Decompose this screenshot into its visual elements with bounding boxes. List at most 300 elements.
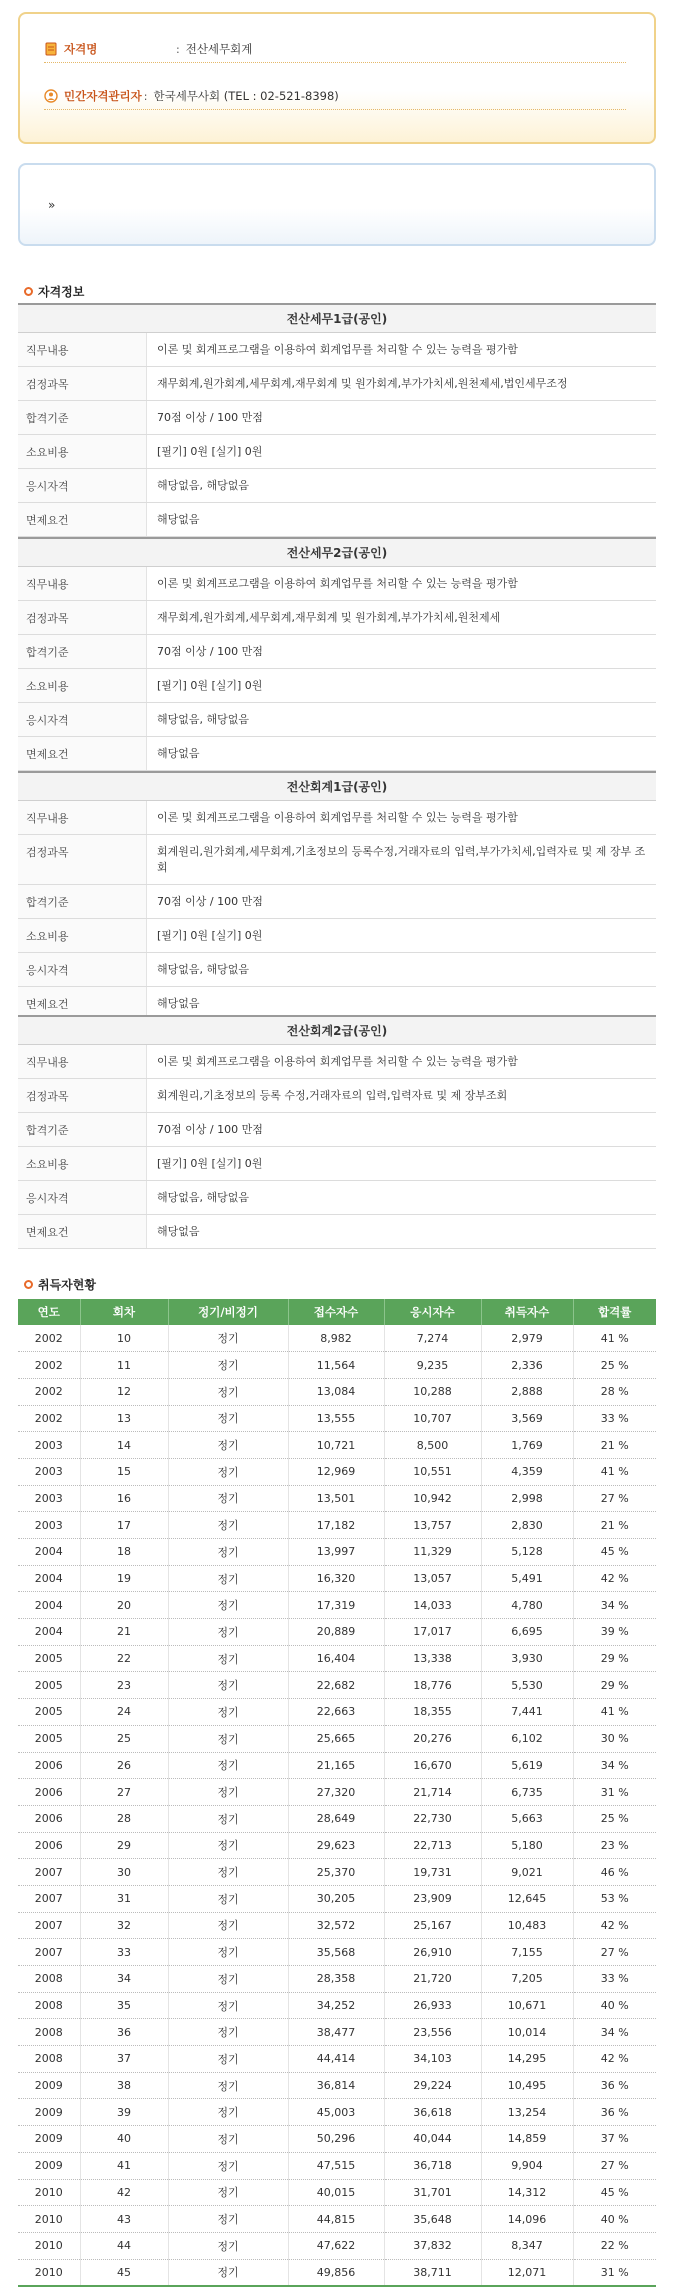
- table-cell: 10,551: [384, 1458, 481, 1485]
- table-cell: 2009: [18, 2126, 80, 2153]
- table-cell: 2003: [18, 1458, 80, 1485]
- row-label: 합격기준: [18, 1113, 146, 1146]
- table-cell: 13,555: [288, 1405, 384, 1432]
- table-cell: 5,530: [481, 1672, 573, 1699]
- table-cell: 정기: [168, 1458, 288, 1485]
- table-row: [18, 1779, 656, 1806]
- table-cell: 2009: [18, 2099, 80, 2126]
- row-label: 응시자격: [18, 703, 146, 736]
- row-value: 해당없음, 해당없음: [146, 1181, 656, 1214]
- table-cell: 13,757: [384, 1512, 481, 1539]
- table-cell: 2008: [18, 1966, 80, 1993]
- table-cell: 14,295: [481, 2046, 573, 2073]
- row-value: 해당없음: [146, 503, 656, 536]
- qualification-row: [18, 333, 656, 367]
- qualification-row: [18, 703, 656, 737]
- table-cell: 5,128: [481, 1539, 573, 1566]
- table-cell: 11,564: [288, 1352, 384, 1379]
- table-cell: 34 %: [573, 2019, 656, 2046]
- qualification-section-title: 자격정보: [24, 283, 84, 300]
- qualification-row: [18, 885, 656, 919]
- table-cell: 36 %: [573, 2072, 656, 2099]
- table-cell: 45 %: [573, 2179, 656, 2206]
- table-cell: 36: [80, 2019, 168, 2046]
- table-cell: 6,102: [481, 1725, 573, 1752]
- stats-section-title: 취득자현황: [24, 1276, 96, 1293]
- table-cell: 정기: [168, 1485, 288, 1512]
- qualification-row: [18, 1215, 656, 1249]
- table-cell: 2009: [18, 2152, 80, 2179]
- table-cell: 33: [80, 1939, 168, 1966]
- manager-label: 민간자격관리자: [64, 89, 142, 103]
- table-cell: 26,933: [384, 1992, 481, 2019]
- table-cell: 9,904: [481, 2152, 573, 2179]
- table-cell: 28 %: [573, 1378, 656, 1405]
- table-cell: 45,003: [288, 2099, 384, 2126]
- row-label: 소요비용: [18, 1147, 146, 1180]
- table-cell: 53 %: [573, 1885, 656, 1912]
- table-cell: 39: [80, 2099, 168, 2126]
- table-row: [18, 1805, 656, 1832]
- table-cell: 27 %: [573, 1485, 656, 1512]
- qualification-title: 전산세무1급(공인): [18, 305, 656, 333]
- qualification-row: [18, 953, 656, 987]
- table-cell: 21: [80, 1619, 168, 1646]
- table-row: [18, 1432, 656, 1459]
- table-cell: 33 %: [573, 1966, 656, 1993]
- table-cell: 2,336: [481, 1352, 573, 1379]
- table-cell: 28,358: [288, 1966, 384, 1993]
- table-cell: 39 %: [573, 1619, 656, 1646]
- table-cell: 2003: [18, 1512, 80, 1539]
- table-cell: 37 %: [573, 2126, 656, 2153]
- table-cell: 22,730: [384, 1805, 481, 1832]
- qualification-row: [18, 1045, 656, 1079]
- table-cell: 50,296: [288, 2126, 384, 2153]
- table-cell: 27: [80, 1779, 168, 1806]
- table-cell: 정기: [168, 1512, 288, 1539]
- table-cell: 정기: [168, 1405, 288, 1432]
- row-label: 응시자격: [18, 953, 146, 986]
- table-cell: 18: [80, 1539, 168, 1566]
- table-row: [18, 2232, 656, 2259]
- table-cell: 34,103: [384, 2046, 481, 2073]
- table-cell: 47,622: [288, 2232, 384, 2259]
- table-cell: 41 %: [573, 1699, 656, 1726]
- table-cell: 4,359: [481, 1458, 573, 1485]
- table-row: [18, 1352, 656, 1379]
- table-row: [18, 2046, 656, 2073]
- row-label: 소요비용: [18, 919, 146, 952]
- table-cell: 36 %: [573, 2099, 656, 2126]
- column-header: 정기/비정기: [168, 1299, 288, 1325]
- table-cell: 10: [80, 1325, 168, 1352]
- row-label: 면제요건: [18, 503, 146, 536]
- table-cell: 42 %: [573, 2046, 656, 2073]
- table-cell: 2,888: [481, 1378, 573, 1405]
- table-cell: 34: [80, 1966, 168, 1993]
- table-cell: 30: [80, 1859, 168, 1886]
- row-value: 70점 이상 / 100 만점: [146, 401, 656, 434]
- row-value: 회계원리,기초정보의 등록 수정,거래자료의 입력,입력자료 및 제 장부조회: [146, 1079, 656, 1112]
- table-cell: 23: [80, 1672, 168, 1699]
- table-cell: 24: [80, 1699, 168, 1726]
- qualification-table: [18, 303, 656, 537]
- table-row: [18, 2152, 656, 2179]
- table-row: [18, 1592, 656, 1619]
- table-cell: 36,814: [288, 2072, 384, 2099]
- qualification-row: [18, 635, 656, 669]
- table-cell: 35,648: [384, 2206, 481, 2233]
- table-cell: 8,347: [481, 2232, 573, 2259]
- row-value: [필기] 0원 [실기] 0원: [146, 1147, 656, 1180]
- row-label: 검정과목: [18, 1079, 146, 1112]
- table-cell: 1,769: [481, 1432, 573, 1459]
- table-cell: 27 %: [573, 1939, 656, 1966]
- table-cell: 40,044: [384, 2126, 481, 2153]
- row-value: 해당없음, 해당없음: [146, 469, 656, 502]
- table-cell: 2006: [18, 1805, 80, 1832]
- table-cell: 10,495: [481, 2072, 573, 2099]
- table-cell: 36,718: [384, 2152, 481, 2179]
- table-cell: 정기: [168, 1699, 288, 1726]
- table-cell: 정기: [168, 1539, 288, 1566]
- table-cell: 정기: [168, 1912, 288, 1939]
- table-cell: 10,671: [481, 1992, 573, 2019]
- table-row: [18, 1378, 656, 1405]
- table-cell: 38,477: [288, 2019, 384, 2046]
- table-cell: 16,404: [288, 1645, 384, 1672]
- table-cell: 10,721: [288, 1432, 384, 1459]
- table-cell: 정기: [168, 1592, 288, 1619]
- table-cell: 12,969: [288, 1458, 384, 1485]
- table-cell: 정기: [168, 1992, 288, 2019]
- table-cell: 17: [80, 1512, 168, 1539]
- table-cell: 21,165: [288, 1752, 384, 1779]
- divider: [44, 62, 626, 63]
- table-cell: 2007: [18, 1939, 80, 1966]
- table-cell: 34 %: [573, 1592, 656, 1619]
- column-header: 접수자수: [288, 1299, 384, 1325]
- qualification-row: [18, 1147, 656, 1181]
- table-cell: 23,909: [384, 1885, 481, 1912]
- row-label: 직무내용: [18, 1045, 146, 1078]
- row-value: 70점 이상 / 100 만점: [146, 635, 656, 668]
- table-cell: 정기: [168, 2126, 288, 2153]
- table-cell: 44,414: [288, 2046, 384, 2073]
- table-cell: 49,856: [288, 2259, 384, 2286]
- table-cell: 35,568: [288, 1939, 384, 1966]
- table-cell: 정기: [168, 2179, 288, 2206]
- row-value: 해당없음, 해당없음: [146, 703, 656, 736]
- row-label: 소요비용: [18, 435, 146, 468]
- row-value: 이론 및 회계프로그램을 이용하여 회계업무를 처리할 수 있는 능력을 평가함: [146, 1045, 656, 1078]
- person-icon: [44, 89, 58, 103]
- bullet-icon: [24, 1280, 33, 1289]
- table-cell: 20,276: [384, 1725, 481, 1752]
- table-cell: 23,556: [384, 2019, 481, 2046]
- table-cell: 25 %: [573, 1352, 656, 1379]
- table-cell: 12: [80, 1378, 168, 1405]
- divider: [44, 109, 626, 110]
- table-cell: 41 %: [573, 1325, 656, 1352]
- table-row: [18, 1699, 656, 1726]
- row-label: 응시자격: [18, 469, 146, 502]
- table-cell: 41: [80, 2152, 168, 2179]
- table-cell: 21 %: [573, 1432, 656, 1459]
- table-cell: 29: [80, 1832, 168, 1859]
- qualification-row: [18, 469, 656, 503]
- table-row: [18, 2019, 656, 2046]
- table-cell: 정기: [168, 2046, 288, 2073]
- table-cell: 정기: [168, 1565, 288, 1592]
- table-row: [18, 2126, 656, 2153]
- table-cell: 20,889: [288, 1619, 384, 1646]
- table-row: [18, 1912, 656, 1939]
- table-cell: 27,320: [288, 1779, 384, 1806]
- column-header: 연도: [18, 1299, 80, 1325]
- table-cell: 33 %: [573, 1405, 656, 1432]
- table-cell: 정기: [168, 1325, 288, 1352]
- row-value: 이론 및 회계프로그램을 이용하여 회계업무를 처리할 수 있는 능력을 평가함: [146, 801, 656, 834]
- table-cell: 정기: [168, 1885, 288, 1912]
- qualification-row: [18, 737, 656, 771]
- table-cell: 2002: [18, 1405, 80, 1432]
- column-header: 응시자수: [384, 1299, 481, 1325]
- table-cell: 13,338: [384, 1645, 481, 1672]
- table-cell: 2005: [18, 1645, 80, 1672]
- table-row: [18, 1832, 656, 1859]
- table-cell: 13,254: [481, 2099, 573, 2126]
- qualification-table: [18, 537, 656, 771]
- row-label: 합격기준: [18, 635, 146, 668]
- row-label: 면제요건: [18, 737, 146, 770]
- notice-box: [18, 163, 656, 246]
- row-value: 이론 및 회계프로그램을 이용하여 회계업무를 처리할 수 있는 능력을 평가함: [146, 333, 656, 366]
- table-row: [18, 2099, 656, 2126]
- table-cell: 36,618: [384, 2099, 481, 2126]
- table-cell: 7,274: [384, 1325, 481, 1352]
- table-cell: 17,182: [288, 1512, 384, 1539]
- qualification-title: 전산세무2급(공인): [18, 539, 656, 567]
- table-cell: 2010: [18, 2206, 80, 2233]
- row-value: [필기] 0원 [실기] 0원: [146, 669, 656, 702]
- table-cell: 2002: [18, 1352, 80, 1379]
- table-row: [18, 1619, 656, 1646]
- table-cell: 22 %: [573, 2232, 656, 2259]
- table-cell: 2004: [18, 1565, 80, 1592]
- qualification-row: [18, 567, 656, 601]
- table-cell: 23 %: [573, 1832, 656, 1859]
- table-cell: 2005: [18, 1672, 80, 1699]
- table-cell: 2009: [18, 2072, 80, 2099]
- table-row: [18, 1405, 656, 1432]
- table-cell: 44,815: [288, 2206, 384, 2233]
- table-cell: 5,180: [481, 1832, 573, 1859]
- row-value: 재무회계,원가회계,세무회계,재무회계 및 원가회계,부가가치세,원천제세,법인세무조정: [146, 367, 656, 400]
- table-cell: 17,319: [288, 1592, 384, 1619]
- table-cell: 5,619: [481, 1752, 573, 1779]
- row-value: 재무회계,원가회계,세무회계,재무회계 및 원가회계,부가가치세,원천제세: [146, 601, 656, 634]
- table-cell: 7,441: [481, 1699, 573, 1726]
- table-cell: 22: [80, 1645, 168, 1672]
- table-cell: 정기: [168, 1752, 288, 1779]
- table-cell: 13,997: [288, 1539, 384, 1566]
- table-cell: 37,832: [384, 2232, 481, 2259]
- row-label: 검정과목: [18, 367, 146, 400]
- table-cell: 29,224: [384, 2072, 481, 2099]
- bullet-icon: [24, 287, 33, 296]
- qualification-summary-box: [18, 12, 656, 144]
- table-cell: 15: [80, 1458, 168, 1485]
- row-label: 면제요건: [18, 987, 146, 1020]
- table-cell: 31 %: [573, 2259, 656, 2286]
- qualification-row: [18, 669, 656, 703]
- table-cell: 정기: [168, 1966, 288, 1993]
- table-row: [18, 1512, 656, 1539]
- qualification-row: [18, 435, 656, 469]
- table-cell: 13,501: [288, 1485, 384, 1512]
- table-row: [18, 1458, 656, 1485]
- table-cell: 25,370: [288, 1859, 384, 1886]
- table-cell: 2,979: [481, 1325, 573, 1352]
- table-row: [18, 2259, 656, 2286]
- table-cell: 31,701: [384, 2179, 481, 2206]
- table-cell: 29,623: [288, 1832, 384, 1859]
- table-cell: 14,312: [481, 2179, 573, 2206]
- table-cell: 2010: [18, 2232, 80, 2259]
- table-cell: 정기: [168, 1672, 288, 1699]
- table-row: [18, 1725, 656, 1752]
- table-cell: 2008: [18, 2046, 80, 2073]
- table-cell: 25,665: [288, 1725, 384, 1752]
- table-cell: 40,015: [288, 2179, 384, 2206]
- table-row: [18, 2206, 656, 2233]
- table-cell: 7,205: [481, 1966, 573, 1993]
- row-value: 해당없음: [146, 737, 656, 770]
- qualification-table: [18, 1015, 656, 1249]
- table-cell: 10,942: [384, 1485, 481, 1512]
- table-cell: 3,569: [481, 1405, 573, 1432]
- table-cell: 정기: [168, 1779, 288, 1806]
- table-cell: 34,252: [288, 1992, 384, 2019]
- table-cell: 정기: [168, 2099, 288, 2126]
- table-cell: 5,663: [481, 1805, 573, 1832]
- table-cell: 25,167: [384, 1912, 481, 1939]
- table-cell: 11,329: [384, 1539, 481, 1566]
- table-cell: 31: [80, 1885, 168, 1912]
- table-cell: 32,572: [288, 1912, 384, 1939]
- table-cell: 2005: [18, 1725, 80, 1752]
- table-cell: 46 %: [573, 1859, 656, 1886]
- row-value: 70점 이상 / 100 만점: [146, 885, 656, 918]
- table-cell: 2,998: [481, 1485, 573, 1512]
- table-row: [18, 1565, 656, 1592]
- table-cell: 13,084: [288, 1378, 384, 1405]
- table-cell: 42 %: [573, 1912, 656, 1939]
- qualification-title: 전산회계1급(공인): [18, 773, 656, 801]
- row-label: 합격기준: [18, 401, 146, 434]
- qualification-name-value: 전산세무회계: [185, 42, 253, 56]
- table-cell: 45 %: [573, 1539, 656, 1566]
- table-cell: 2010: [18, 2259, 80, 2286]
- table-cell: 14: [80, 1432, 168, 1459]
- table-cell: 21 %: [573, 1512, 656, 1539]
- table-cell: 14,859: [481, 2126, 573, 2153]
- table-cell: 12,071: [481, 2259, 573, 2286]
- table-cell: 40 %: [573, 1992, 656, 2019]
- manager-value: 한국세무사회 (TEL : 02-521-8398): [153, 89, 339, 103]
- table-cell: 6,695: [481, 1619, 573, 1646]
- table-cell: 6,735: [481, 1779, 573, 1806]
- stats-header-row: [18, 1299, 656, 1325]
- row-value: 70점 이상 / 100 만점: [146, 1113, 656, 1146]
- table-cell: 4,780: [481, 1592, 573, 1619]
- double-arrow-icon: »: [48, 198, 56, 212]
- table-cell: 21,714: [384, 1779, 481, 1806]
- table-cell: 8,982: [288, 1325, 384, 1352]
- table-cell: 47,515: [288, 2152, 384, 2179]
- table-row: [18, 1485, 656, 1512]
- table-cell: 정기: [168, 1939, 288, 1966]
- table-cell: 2003: [18, 1485, 80, 1512]
- table-cell: 27 %: [573, 2152, 656, 2179]
- qualification-row: [18, 401, 656, 435]
- qualification-name-label: 자격명: [64, 42, 98, 56]
- table-cell: 2010: [18, 2179, 80, 2206]
- row-label: 검정과목: [18, 835, 146, 884]
- table-cell: 2005: [18, 1699, 80, 1726]
- document-icon: [44, 42, 58, 56]
- table-cell: 2006: [18, 1779, 80, 1806]
- table-cell: 2007: [18, 1859, 80, 1886]
- table-cell: 12,645: [481, 1885, 573, 1912]
- table-cell: 34 %: [573, 1752, 656, 1779]
- table-cell: 19: [80, 1565, 168, 1592]
- table-cell: 정기: [168, 2152, 288, 2179]
- table-cell: 38: [80, 2072, 168, 2099]
- table-cell: 20: [80, 1592, 168, 1619]
- table-cell: 3,930: [481, 1645, 573, 1672]
- table-cell: 2002: [18, 1378, 80, 1405]
- table-cell: 정기: [168, 2232, 288, 2259]
- qualification-row: [18, 601, 656, 635]
- table-cell: 정기: [168, 1378, 288, 1405]
- table-cell: 7,155: [481, 1939, 573, 1966]
- table-row: [18, 2072, 656, 2099]
- table-cell: 21,720: [384, 1966, 481, 1993]
- table-cell: 정기: [168, 1859, 288, 1886]
- table-cell: 2006: [18, 1752, 80, 1779]
- qualification-table: [18, 771, 656, 1021]
- table-cell: 16: [80, 1485, 168, 1512]
- table-cell: 8,500: [384, 1432, 481, 1459]
- qualification-row: [18, 1181, 656, 1215]
- table-cell: 14,033: [384, 1592, 481, 1619]
- table-cell: 28,649: [288, 1805, 384, 1832]
- table-cell: 25: [80, 1725, 168, 1752]
- table-cell: 22,682: [288, 1672, 384, 1699]
- table-cell: 10,014: [481, 2019, 573, 2046]
- row-label: 직무내용: [18, 567, 146, 600]
- table-row: [18, 1885, 656, 1912]
- table-cell: 13,057: [384, 1565, 481, 1592]
- table-cell: 2,830: [481, 1512, 573, 1539]
- table-cell: 정기: [168, 2019, 288, 2046]
- row-label: 응시자격: [18, 1181, 146, 1214]
- table-cell: 44: [80, 2232, 168, 2259]
- table-cell: 14,096: [481, 2206, 573, 2233]
